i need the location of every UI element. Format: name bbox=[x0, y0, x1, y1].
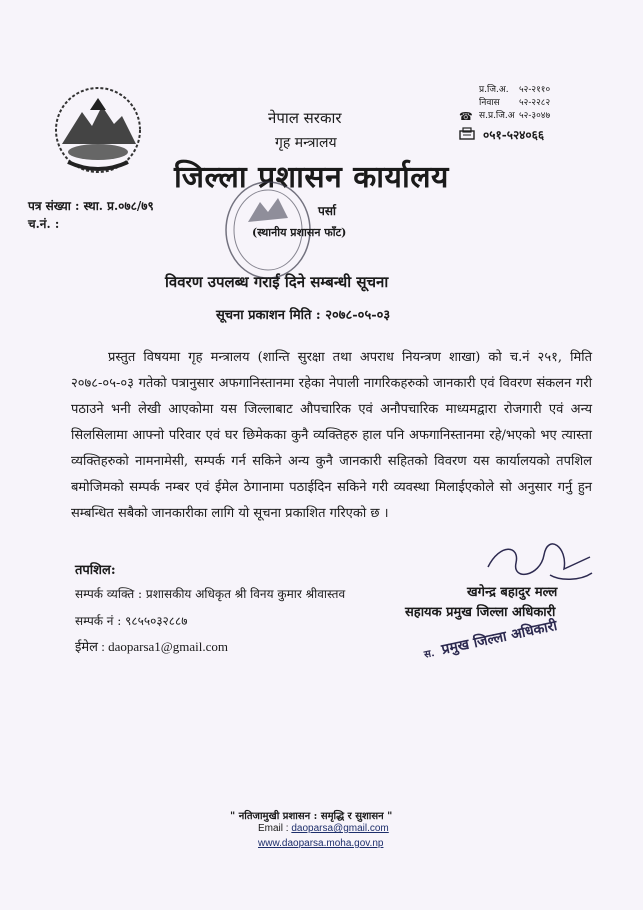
signatory-name: खगेन्द्र बहादुर मल्ल bbox=[467, 585, 558, 600]
nepal-emblem-logo bbox=[48, 84, 148, 176]
contact-label: प्र.जि.अ. bbox=[479, 85, 509, 95]
contact-icon bbox=[459, 97, 479, 110]
fax-number: ०५१-५२४०६६ bbox=[483, 128, 545, 142]
phone-contacts bbox=[459, 84, 579, 123]
section-name: (स्थानीय प्रशासन फाँट) bbox=[252, 226, 347, 239]
contact-row bbox=[459, 97, 579, 110]
signatory-title: सहायक प्रमुख जिल्ला अधिकारी bbox=[405, 605, 556, 620]
details-heading: तपशिल: bbox=[75, 563, 116, 578]
footer-email-label: Email : bbox=[258, 823, 289, 834]
designation-seal bbox=[422, 616, 559, 663]
ministry-name: गृह मन्त्रालय bbox=[275, 135, 337, 151]
dispatch-number: च.नं. : bbox=[28, 217, 60, 231]
contact-email: ईमेल : daoparsa1@gmail.com bbox=[75, 639, 228, 654]
contact-number: ५२-२११० bbox=[519, 85, 551, 95]
fax-icon bbox=[459, 127, 483, 143]
footer-email-link[interactable]: daoparsa@gmail.com bbox=[291, 823, 389, 834]
footer-motto: " नतिजामुखी प्रशासन : समृद्धि र सुशासन " bbox=[230, 811, 393, 822]
seal-text: प्रमुख जिल्ला अधिकारी bbox=[440, 617, 559, 659]
footer-website-link[interactable]: www.daoparsa.moha.gov.np bbox=[258, 838, 384, 849]
contact-number: ५२-३०४७ bbox=[519, 111, 551, 121]
contact-row bbox=[459, 84, 579, 97]
contact-number: ५२-२२८२ bbox=[519, 98, 551, 108]
district-name: पर्सा bbox=[318, 204, 337, 218]
publication-date: सूचना प्रकाशन मिति : २०७८-०५-०३ bbox=[216, 308, 391, 323]
office-title: जिल्ला प्रशासन कार्यालय bbox=[174, 160, 449, 195]
notice-subject: विवरण उपलब्ध गराई दिने सम्बन्धी सूचना bbox=[165, 273, 389, 291]
reference-number: पत्र संख्या : स्था. प्र.०७८/७९ bbox=[28, 199, 154, 213]
contact-label: निवास bbox=[479, 98, 500, 108]
notice-body: प्रस्तुत विषयमा गृह मन्त्रालय (शान्ति सुरक्षा तथा अपराध नियन्त्रण शाखा) को च.नं २५१, मिति २०७८-०५-०३ गतेको पत्रानुसार अफगानिस्तानमा रहेका नेपाली नागरिकहरुको जानकारी एवं विवरण संकलन गरी पठाउने भनी लेखी आएकोमा यस जिल्लाबाट औपचारिक एवं अनौपचारिक माध्यमद्वारा रोजगारी एवं अन्य सिलसिलामा आफ्नो परिवार एवं घर छिमेकका कुनै व्यक्तिहरु हाल पनि अफगानिस्तानमा रहे/भएको भए त्यास्ता व्यक्तिहरुको नामनामेसी, सम्पर्क गर्न सकिने अन्य कुनै जानकारी सहितको विवरण यस कार्यालयको तपशिल बमोजिमको सम्पर्क नम्बर एवं ईमेल ठेगानामा पठाईदिन सकिने गरी व्यवस्था मिलाईएकोले सो अनुसार गर्नु हुन सम्बन्धित सबैको जानकारीका लागि यो सूचना प्रकाशित गरिएको छ । bbox=[71, 350, 592, 521]
contact-label: स.प्र.जि.अ bbox=[479, 111, 515, 121]
footer-email bbox=[258, 823, 389, 834]
fax-line bbox=[459, 126, 544, 143]
government-name: नेपाल सरकार bbox=[268, 109, 342, 127]
contact-row bbox=[459, 110, 579, 123]
contact-person: सम्पर्क व्यक्ति : प्रशासकीय अधिकृत श्री विनय कुमार श्रीवास्तव bbox=[75, 587, 346, 601]
contact-icon bbox=[459, 84, 479, 97]
seal-prefix: स. bbox=[423, 647, 436, 661]
contact-number: सम्पर्क नं : ९८५५०३२८८७ bbox=[75, 614, 188, 628]
phone-icon: ☎ bbox=[459, 110, 473, 123]
